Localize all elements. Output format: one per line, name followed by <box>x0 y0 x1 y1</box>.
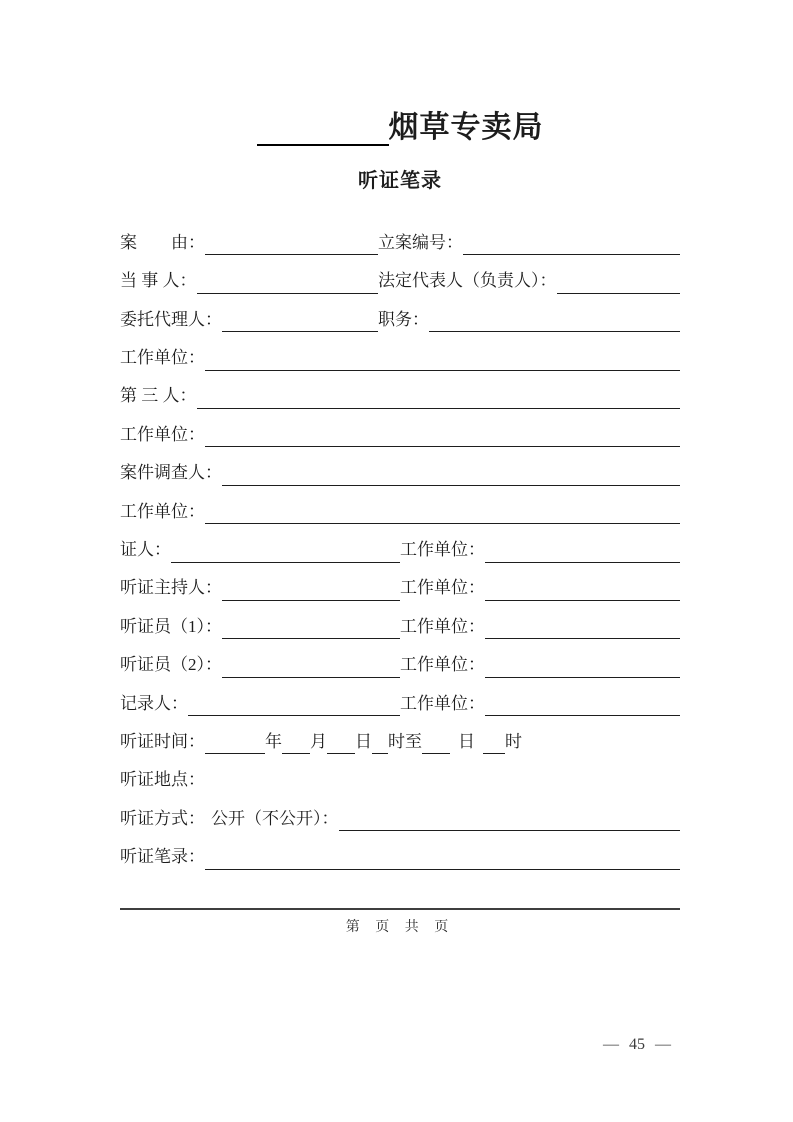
form-row-witness <box>120 524 680 562</box>
form-row-hearing-mode <box>120 793 680 831</box>
recorder-label: 记录人： <box>120 693 188 713</box>
form-row-hearing-place <box>120 754 680 792</box>
blank-line <box>222 622 400 639</box>
blank-line <box>429 315 680 332</box>
blank-line <box>485 622 680 639</box>
legal-representative-label: 法定代表人（负责人）： <box>378 271 557 291</box>
blank-line <box>205 430 680 447</box>
work-unit-label: 工作单位： <box>400 693 485 713</box>
blank-line <box>485 546 680 563</box>
form-row-recorder <box>120 678 680 716</box>
blank-line <box>372 737 388 754</box>
work-unit-label: 工作单位： <box>120 501 205 521</box>
blank-line <box>197 392 681 409</box>
blank-line <box>222 584 400 601</box>
title-text: 烟草专卖局 <box>388 111 544 144</box>
document-subtitle: 听证笔录 <box>358 170 442 192</box>
blank-line <box>222 661 400 678</box>
form-row-case-investigator <box>120 447 680 485</box>
field-recorder <box>120 694 400 717</box>
work-unit-label: 工作单位： <box>120 348 205 368</box>
form-row-case-cause <box>120 217 680 255</box>
field-hearing-host <box>120 578 400 601</box>
blank-line <box>557 277 681 294</box>
hearing-record-label: 听证笔录： <box>120 847 205 867</box>
hearing-place-label: 听证地点： <box>120 770 205 790</box>
form-row-work-unit <box>120 332 680 370</box>
case-cause-label: 案 由： <box>120 232 205 252</box>
footer-divider <box>120 908 680 910</box>
field-hearing-officer-2 <box>120 655 400 678</box>
form-row-third-party <box>120 371 680 409</box>
hearing-mode-label: 听证方式： <box>120 808 205 828</box>
day-unit-label: 日 <box>458 731 475 751</box>
form-row-hearing-time <box>120 716 680 754</box>
blank-line <box>188 699 400 716</box>
page-number: — 45 — <box>603 1036 671 1053</box>
field-party <box>120 271 378 294</box>
party-label: 当 事 人： <box>120 271 197 291</box>
work-unit-label: 工作单位： <box>120 424 205 444</box>
form-row-work-unit <box>120 486 680 524</box>
blank-line <box>205 853 680 870</box>
year-unit-label: 年 <box>265 731 282 751</box>
work-unit-label: 工作单位： <box>400 655 485 675</box>
duty-label: 职务： <box>378 309 429 329</box>
blank-line <box>222 315 378 332</box>
form-row-hearing-officer-1 <box>120 601 680 639</box>
blank-line <box>422 737 450 754</box>
work-unit-label: 工作单位： <box>400 539 485 559</box>
field-hearing-officer-1 <box>120 617 400 640</box>
work-unit-label: 工作单位： <box>400 616 485 636</box>
form-row-entrusted-agent <box>120 294 680 332</box>
third-party-label: 第 三 人： <box>120 386 197 406</box>
blank-line <box>327 737 355 754</box>
form-row-work-unit <box>120 409 680 447</box>
filing-number-label: 立案编号： <box>378 232 463 252</box>
blank-line <box>463 238 680 255</box>
form-row-party <box>120 255 680 293</box>
blank-line <box>339 814 681 831</box>
witness-label: 证人： <box>120 539 171 559</box>
blank-line <box>485 661 680 678</box>
blank-line <box>282 737 310 754</box>
document-title <box>120 102 680 146</box>
blank-line <box>205 507 680 524</box>
blank-line <box>483 737 505 754</box>
hearing-host-label: 听证主持人： <box>120 578 222 598</box>
work-unit-label: 工作单位： <box>400 578 485 598</box>
blank-line <box>485 699 680 716</box>
hearing-form <box>120 217 680 870</box>
blank-line <box>197 277 379 294</box>
blank-line <box>205 238 378 255</box>
blank-line <box>171 546 400 563</box>
field-case-cause <box>120 233 378 256</box>
blank-line <box>485 584 680 601</box>
form-row-hearing-record <box>120 831 680 869</box>
form-row-hearing-host <box>120 563 680 601</box>
blank-line <box>205 354 680 371</box>
hour-unit-label: 时 <box>505 731 522 751</box>
day-unit-label: 日 <box>355 731 372 751</box>
public-or-not-label: 公开（不公开）： <box>211 808 339 828</box>
page-footer-label: 第 页 共 页 <box>345 920 455 935</box>
hearing-officer-2-label: 听证员（2）： <box>120 655 222 675</box>
hearing-time-label: 听证时间： <box>120 731 205 751</box>
case-investigator-label: 案件调查人： <box>120 463 222 483</box>
hour-to-label: 时至 <box>388 731 422 751</box>
month-unit-label: 月 <box>310 731 327 751</box>
form-row-hearing-officer-2 <box>120 639 680 677</box>
field-entrusted-agent <box>120 310 378 333</box>
blank-line <box>205 737 265 754</box>
entrusted-agent-label: 委托代理人： <box>120 309 222 329</box>
blank-line <box>222 469 680 486</box>
hearing-officer-1-label: 听证员（1）： <box>120 616 222 636</box>
field-witness <box>120 540 400 563</box>
title-blank-line <box>257 112 389 146</box>
